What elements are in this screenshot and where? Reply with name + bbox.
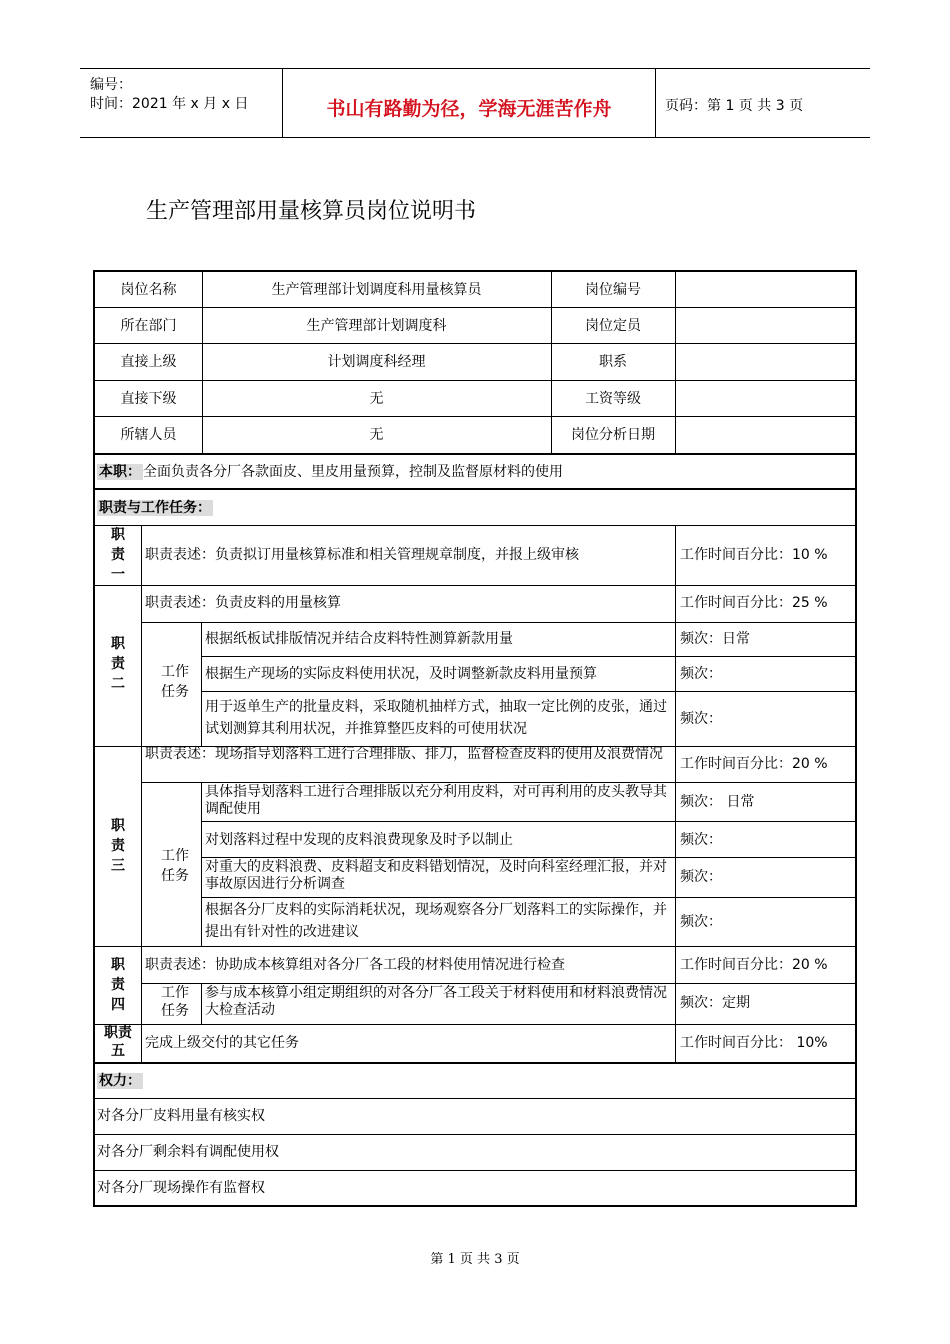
authority-title: 权力： <box>99 1073 141 1089</box>
grid-line <box>201 622 202 746</box>
job-description-table <box>93 270 857 1207</box>
duty-5-desc: 完成上级交付的其它任务 <box>145 1035 299 1051</box>
duty-2-task-2: 根据生产现场的实际皮料使用状况，及时调整新款皮料用量预算 <box>205 666 597 682</box>
grid-line <box>141 983 855 984</box>
label-position-name: 岗位名称 <box>120 282 177 298</box>
duty-2-task-1: 根据纸板试排版情况并结合皮料特性测算新款用量 <box>205 631 513 647</box>
duty-3-task-label: 工作任务 <box>161 848 189 884</box>
label-analysis-date: 岗位分析日期 <box>571 427 655 443</box>
authority-item-3: 对各分厂现场操作有监督权 <box>97 1180 265 1196</box>
authority-item-2: 对各分厂剩余料有调配使用权 <box>97 1144 279 1160</box>
grid-line <box>95 1062 855 1064</box>
duty-3-task-1: 具体指导划落料工进行合理排版以充分利用皮料，对可再利用的皮头教导其调配使用 <box>205 784 667 817</box>
duty-3-task-1-freq: 频次： 日常 <box>680 794 755 810</box>
grid-line <box>201 897 855 898</box>
page-header <box>80 68 870 138</box>
grid-line <box>95 380 855 381</box>
duty-3-task-3-freq: 频次： <box>680 869 722 885</box>
duty-4-label: 职责四 <box>111 957 125 1013</box>
duty-5-percent: 工作时间百分比： 10% <box>680 1035 828 1051</box>
grid-line <box>675 525 676 1062</box>
grid-line <box>95 453 855 455</box>
duty-2-desc: 职责表述：负责皮料的用量核算 <box>145 595 341 611</box>
duty-3-task-3: 对重大的皮料浪费、皮料超支和皮料错划情况，及时向科室经理汇报，并对事故原因进行分析调查 <box>205 859 667 892</box>
grid-line <box>95 1170 855 1171</box>
header-page-info: 页码：第 1 页 共 3 页 <box>665 98 804 114</box>
grid-line <box>201 691 855 692</box>
duty-1-label: 职责一 <box>111 527 125 583</box>
duty-2-task-3-freq: 频次： <box>680 711 722 727</box>
duty-2-task-label: 工作任务 <box>161 664 189 700</box>
duty-1-desc: 职责表述：负责拟订用量核算标准和相关管理规章制度，并报上级审核 <box>145 547 579 563</box>
duties-title: 职责与工作任务： <box>99 500 211 516</box>
duty-4-task-label: 工作任务 <box>161 985 189 1019</box>
grid-line <box>95 525 855 526</box>
value-subordinate: 无 <box>369 391 384 407</box>
duties-title-row <box>97 499 213 517</box>
header-motto: 书山有路勤为径，学海无涯苦作舟 <box>326 98 612 120</box>
duty-4-task-1-freq: 频次：定期 <box>680 995 750 1011</box>
grid-line <box>141 622 855 623</box>
duty-2-task-2-freq: 频次： <box>680 666 722 682</box>
duty-3-label: 职责三 <box>111 818 125 874</box>
duty-3-task-4: 根据各分厂皮料的实际消耗状况，现场观察各分厂划落料工的实际操作，并提出有针对性的改进建议 <box>205 902 667 940</box>
duty-3-task-4-freq: 频次： <box>680 914 722 930</box>
value-position-name: 生产管理部计划调度科用量核算员 <box>271 282 482 298</box>
grid-line <box>95 946 855 947</box>
grid-line <box>201 983 202 1024</box>
duty-3-percent: 工作时间百分比：20 % <box>680 756 828 772</box>
header-motto-cell <box>282 69 656 137</box>
core-duty-text: 全面负责各分厂各款面皮、里皮用量预算，控制及监督原材料的使用 <box>143 464 563 480</box>
page-footer: 第 1 页 共 3 页 <box>430 1252 520 1267</box>
grid-line <box>201 857 855 858</box>
duty-4-desc: 职责表述：协助成本核算组对各分厂各工段的材料使用情况进行检查 <box>145 957 565 973</box>
grid-line <box>95 307 855 308</box>
label-grade: 工资等级 <box>585 391 641 407</box>
label-position-no: 岗位编号 <box>585 282 641 298</box>
grid-line <box>95 343 855 344</box>
grid-line <box>95 488 855 490</box>
value-staff: 无 <box>369 427 384 443</box>
doc-number-label: 编号： <box>90 77 132 93</box>
duty-2-percent: 工作时间百分比：25 % <box>680 595 828 611</box>
label-staff: 所辖人员 <box>120 427 177 443</box>
header-page-cell <box>655 69 870 137</box>
grid-line <box>675 272 676 454</box>
duty-2-task-3: 用于返单生产的批量皮料，采取随机抽样方式，抽取一定比例的皮张，通过试划测算其利用状况，并推算整匹皮料的可使用状况 <box>205 699 667 737</box>
document-title: 生产管理部用量核算员岗位说明书 <box>146 199 477 224</box>
grid-line <box>95 1024 855 1025</box>
grid-line <box>201 656 855 657</box>
grid-line <box>95 416 855 417</box>
grid-line <box>95 1134 855 1135</box>
authority-title-row <box>97 1072 143 1090</box>
duty-4-task-1: 参与成本核算小组定期组织的对各分厂各工段关于材料使用和材料浪费情况大检查活动 <box>205 985 667 1018</box>
doc-date: 时间：2021 年 x 月 x 日 <box>90 96 249 112</box>
value-superior: 计划调度科经理 <box>327 354 426 370</box>
duty-3-desc: 职责表述：现场指导划落料工进行合理排版、排刀，监督检查皮料的使用及浪费情况 <box>145 746 663 762</box>
grid-line <box>95 1098 855 1099</box>
core-duty-row <box>97 463 563 481</box>
duty-1-percent: 工作时间百分比：10 % <box>680 547 828 563</box>
duty-3-task-2-freq: 频次： <box>680 832 722 848</box>
duty-4-percent: 工作时间百分比：20 % <box>680 957 828 973</box>
authority-item-1: 对各分厂皮料用量有核实权 <box>97 1108 265 1124</box>
label-superior: 直接上级 <box>120 354 177 370</box>
grid-line <box>141 782 855 783</box>
label-department: 所在部门 <box>120 318 177 334</box>
core-duty-label: 本职： <box>99 464 141 480</box>
duty-2-task-1-freq: 频次：日常 <box>680 631 750 647</box>
duty-2-label: 职责二 <box>111 636 125 692</box>
grid-line <box>201 782 202 946</box>
label-subordinate: 直接下级 <box>120 391 177 407</box>
value-department: 生产管理部计划调度科 <box>306 318 447 334</box>
duty-3-task-2: 对划落料过程中发现的皮料浪费现象及时予以制止 <box>205 832 513 848</box>
label-series: 职系 <box>599 354 627 370</box>
grid-line <box>141 525 142 1062</box>
header-meta <box>80 69 282 137</box>
grid-line <box>95 585 855 586</box>
duty-5-label: 职责五 <box>104 1025 132 1059</box>
label-quota: 岗位定员 <box>585 318 641 334</box>
grid-line <box>201 821 855 822</box>
